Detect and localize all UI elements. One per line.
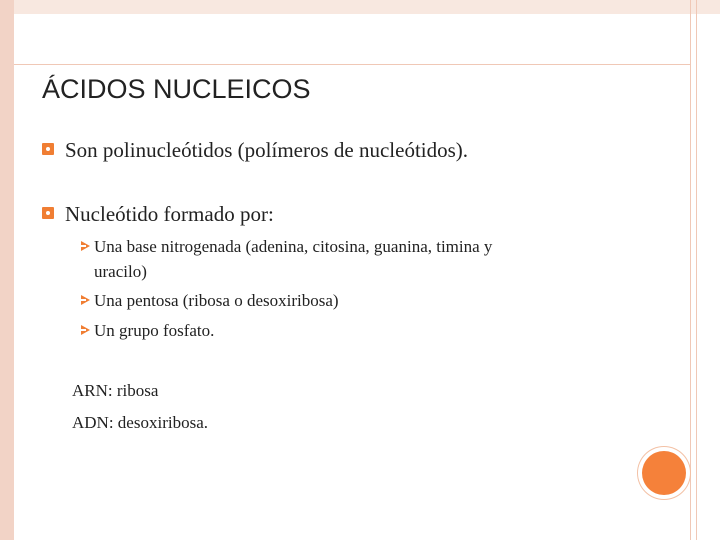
sub-bullet-text: Una pentosa (ribosa o desoxiribosa) (94, 291, 339, 310)
note-line: ARN: ribosa (72, 381, 159, 400)
decorative-circle (642, 451, 686, 495)
sub-bullet-text: Una base nitrogenada (adenina, citosina, guanina, timina y (94, 237, 493, 256)
frame-top-bar (14, 0, 720, 14)
slide-title: ÁCIDOS NUCLEICOS (42, 74, 311, 104)
sub-bullet-text: Un grupo fosfato. (94, 321, 215, 340)
frame-left-bar (0, 0, 14, 540)
bullet-text: Son polinucleótidos (polímeros de nucleótidos). (65, 138, 469, 162)
note-line: ADN: desoxiribosa. (72, 413, 208, 432)
square-bullet-icon (42, 207, 54, 219)
square-bullet-icon (42, 143, 54, 155)
frame-right-rule (690, 0, 691, 540)
arrow-bullet-icon (81, 241, 90, 251)
title-divider (14, 64, 690, 65)
arrow-bullet-icon (81, 325, 90, 335)
arrow-bullet-icon (81, 295, 90, 305)
bullet-text: Nucleótido formado por: (65, 202, 274, 226)
sub-bullet-text-continuation: uracilo) (94, 262, 147, 281)
frame-right-rule-inner (696, 0, 697, 540)
